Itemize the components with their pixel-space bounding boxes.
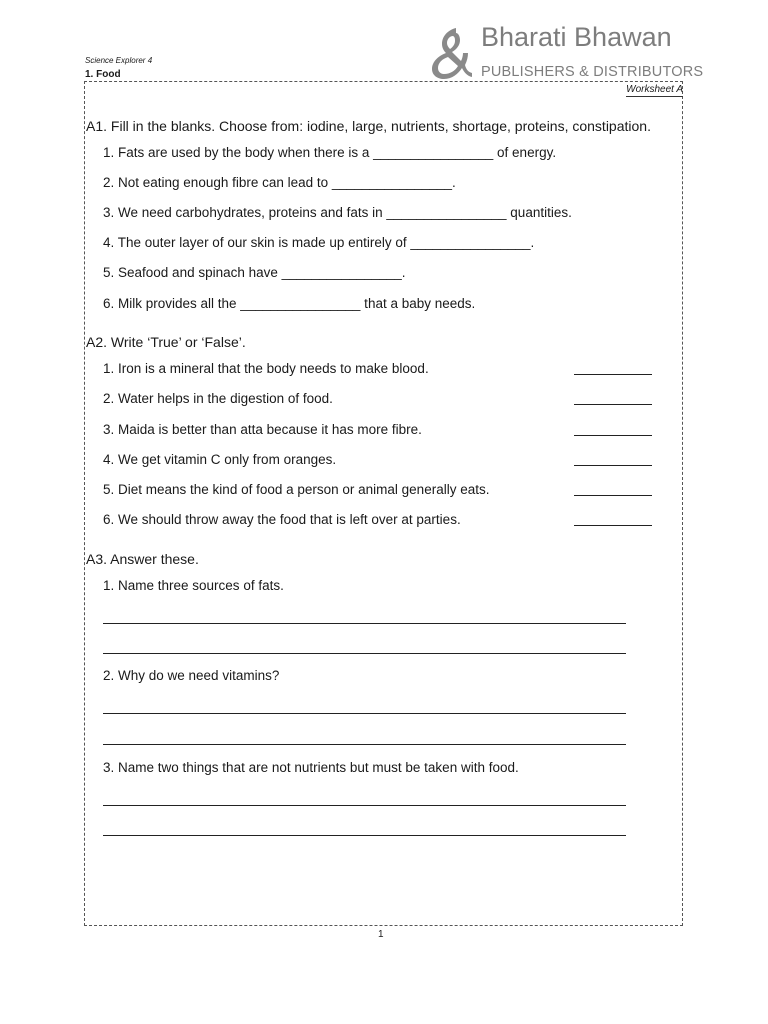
publisher-name: Bharati Bhawan [481,22,672,52]
a3-question-1: 1. Name three sources of fats. [103,578,284,593]
a1-question-5: 5. Seafood and spinach have ________________. [103,265,406,280]
page-number: 1 [378,929,384,940]
a3-answer-line-1a[interactable] [103,623,626,624]
a3-answer-line-3b[interactable] [103,835,626,836]
a2-answer-line-1[interactable] [574,374,652,375]
section-a2-heading: A2. Write ‘True’ or ‘False’. [86,334,246,350]
a2-question-1: 1. Iron is a mineral that the body needs to make blood. [103,361,429,376]
chapter-title: 1. Food [85,69,121,80]
ampersand-leaf-logo-icon [426,24,474,80]
a2-question-4: 4. We get vitamin C only from oranges. [103,452,337,467]
section-a1-heading: A1. Fill in the blanks. Choose from: iodine, large, nutrients, shortage, proteins, constipation. [86,118,651,134]
a2-question-2: 2. Water helps in the digestion of food. [103,391,333,406]
a3-answer-line-2a[interactable] [103,713,626,714]
worksheet-label: Worksheet A [626,84,683,95]
a2-question-6: 6. We should throw away the food that is left over at parties. [103,512,461,527]
a1-question-4: 4. The outer layer of our skin is made up entirely of ________________. [103,235,535,250]
a1-question-1: 1. Fats are used by the body when there is a ________________ of energy. [103,145,557,160]
section-a3-heading: A3. Answer these. [86,551,199,567]
a2-answer-line-4[interactable] [574,465,652,466]
a2-answer-line-5[interactable] [574,495,652,496]
a2-question-3: 3. Maida is better than atta because it has more fibre. [103,422,422,437]
a1-question-3: 3. We need carbohydrates, proteins and fats in ________________ quantities. [103,205,572,220]
a2-answer-line-2[interactable] [574,404,652,405]
a3-question-3: 3. Name two things that are not nutrients but must be taken with food. [103,760,519,775]
a3-answer-line-2b[interactable] [103,744,626,745]
a3-question-2: 2. Why do we need vitamins? [103,668,280,683]
a2-question-5: 5. Diet means the kind of food a person or animal generally eats. [103,482,490,497]
a3-answer-line-1b[interactable] [103,653,626,654]
a2-answer-line-3[interactable] [574,435,652,436]
book-title: Science Explorer 4 [85,56,153,65]
publisher-tagline: PUBLISHERS & DISTRIBUTORS [481,64,704,80]
a2-answer-line-6[interactable] [574,525,652,526]
a3-answer-line-3a[interactable] [103,805,626,806]
a1-question-2: 2. Not eating enough fibre can lead to ________________. [103,175,456,190]
a1-question-6: 6. Milk provides all the ________________ that a baby needs. [103,296,476,311]
